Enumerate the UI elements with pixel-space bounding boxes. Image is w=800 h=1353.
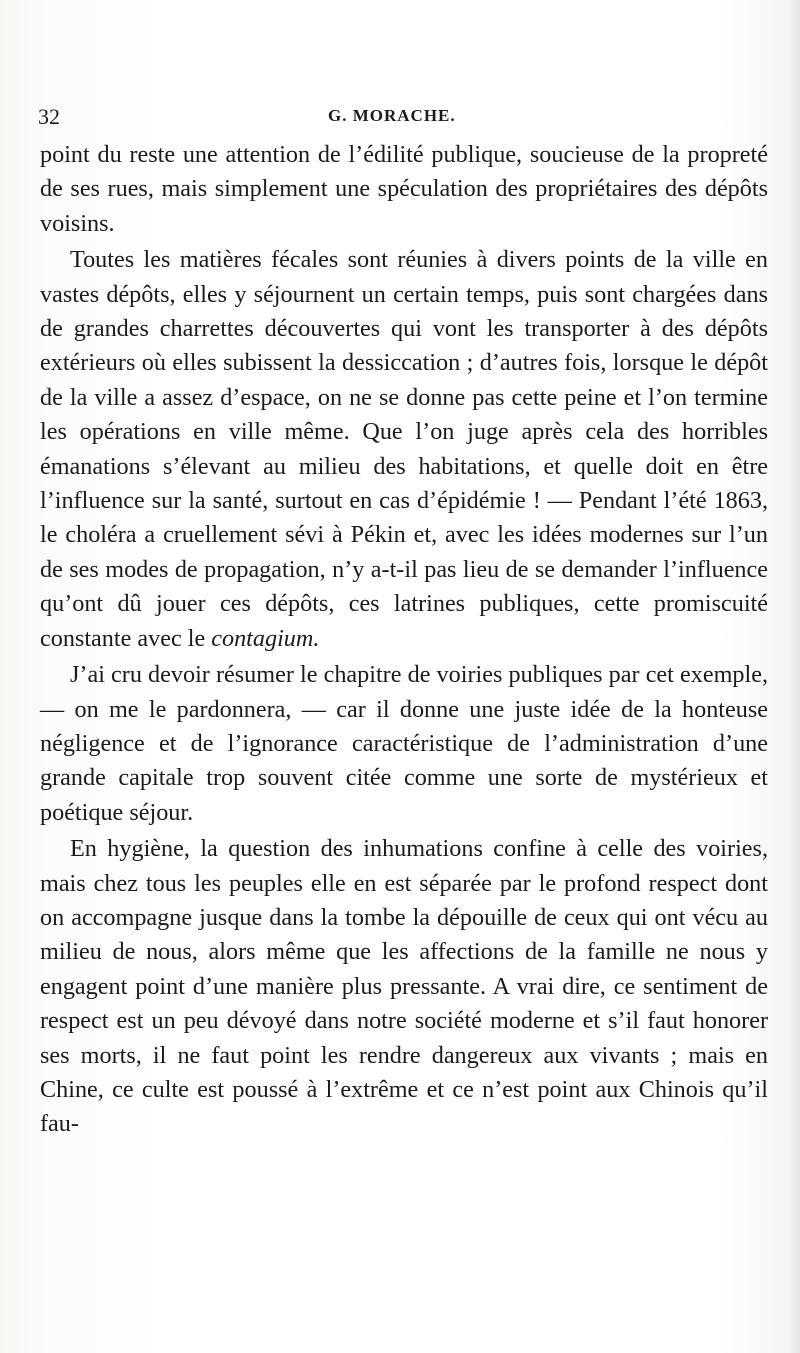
paragraph-2-text: Toutes les matières fécales sont réunies à divers points de la ville en vastes dépôts, elles y séjournent un certain temps, puis sont chargées dans de grandes charrettes découvertes qui vont les transporter à des dépôts extérieurs où elles subissent la dessiccation ; d’autres fois, lorsque le dépôt de la ville a assez d’espace, on ne se donne pas cette peine et l’on termine les opérations en ville même. Que l’on juge après cela des horribles émanations s’élevant au milieu des habitations, et quelle doit en être l’influence sur la santé, surtout en cas d’épidémie ! — Pendant l’été 1863, le choléra a cruellement sévi à Pékin et, avec les idées modernes sur l’un de ses modes de propagation, n’y a-t-il pas lieu de se demander l’influence qu’ont dû jouer ces dépôts, ces latrines publiques, cette promiscuité constante avec le — [40, 246, 768, 652]
paragraph-2 — [40, 243, 768, 656]
paragraph-1: point du reste une attention de l’édilité publique, soucieuse de la propreté de ses rues, mais simplement une spéculation des propriétaires des dépôts voisins. — [40, 141, 768, 237]
emphasis-contagium: contagium. — [211, 624, 320, 652]
page-edge-shadow — [788, 0, 800, 1353]
paragraph-4: En hygiène, la question des inhumations confine à celle des voiries, mais chez tous les peuples elle en est séparée par le profond respect dont on accompagne jusque dans la tombe la dépouille de ceux qui ont vécu au milieu de nous, alors même que les affections de la famille ne nous y engagent point d’une manière plus pressante. A vrai dire, ce sentiment de respect est un peu dévoyé dans notre société moderne et s’il faut honorer ses morts, il ne faut point les rendre dangereux aux vivants ; mais en Chine, ce culte est poussé à l’extrême et ce n’est point aux Chinois qu’il fau- — [40, 835, 768, 1138]
body-text — [40, 138, 768, 1144]
paragraph-3: J’ai cru devoir résumer le chapitre de voiries publiques par cet exemple, — on me le pardonnera, — car il donne une juste idée de la honteuse négligence et de l’ignorance caractéristique de l’administration d’une grande capitale trop souvent citée comme une sorte de mystérieux et poétique séjour. — [40, 661, 768, 826]
page-number: 32 — [38, 104, 60, 129]
running-head — [38, 98, 763, 132]
author-name: G. MORACHE. — [328, 106, 456, 125]
